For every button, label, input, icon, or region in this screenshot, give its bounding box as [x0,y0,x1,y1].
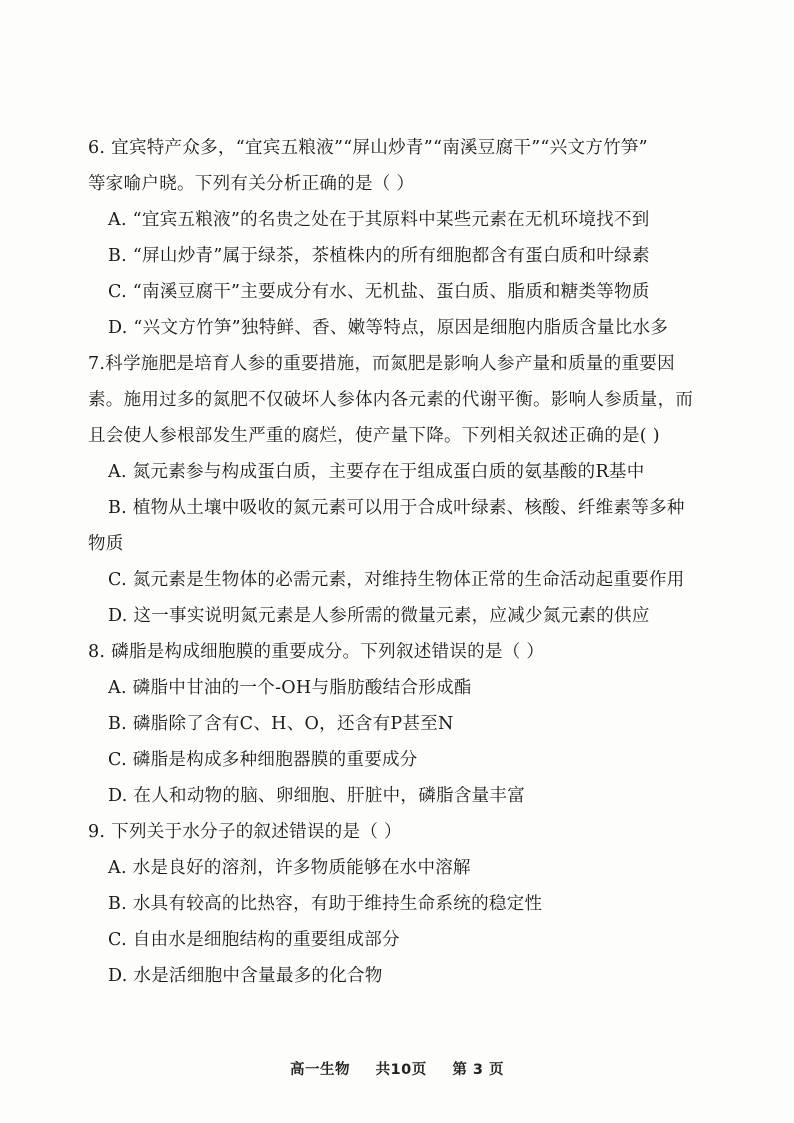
page-footer [0,1058,794,1079]
option-d: D. 在人和动物的脑、卵细胞、肝脏中，磷脂含量丰富 [108,786,526,806]
option-d: D. 水是活细胞中含量最多的化合物 [108,966,383,986]
question-stem-line: 7.科学施肥是培育人参的重要措施，而氮肥是影响人参产量和质量的重要因 [88,354,675,374]
option-d: D. 这一事实说明氮元素是人参所需的微量元素，应减少氮元素的供应 [108,606,650,626]
question-9 [88,814,708,994]
option-c: C. 自由水是细胞结构的重要组成部分 [108,930,400,950]
question-6 [88,130,708,346]
question-stem-line: 8. 磷脂是构成细胞膜的重要成分。下列叙述错误的是（ ） [88,642,545,662]
option-a: A. 水是良好的溶剂，许多物质能够在水中溶解 [108,858,471,878]
question-stem-line: 9. 下列关于水分子的叙述错误的是（ ） [88,822,402,842]
question-area [88,130,708,994]
footer-current-page: 第 3 页 [452,1062,504,1078]
option-a: A. 氮元素参与构成蛋白质，主要存在于组成蛋白质的氨基酸的R基中 [108,462,645,482]
question-stem-line: 素。施用过多的氮肥不仅破坏人参体内各元素的代谢平衡。影响人参质量，而 [88,390,694,410]
question-stem-line: 6. 宜宾特产众多，“宜宾五粮液”“屏山炒青”“南溪豆腐干”“兴文方竹笋” [88,138,648,158]
option-b: B. 水具有较高的比热容，有助于维持生命系统的稳定性 [108,894,543,914]
option-a: A. 磷脂中甘油的一个-OH与脂肪酸结合形成酯 [108,678,472,698]
question-stem-line: 等家喻户晓。下列有关分析正确的是（ ） [88,174,415,194]
option-b-continuation: 物质 [88,534,124,554]
footer-total-pages: 共10页 [375,1062,427,1078]
question-7 [88,346,708,634]
question-stem-line: 且会使人参根部发生严重的腐烂，使产量下降。下列相关叙述正确的是( ) [88,426,660,446]
question-8 [88,634,708,814]
option-b: B. “屏山炒青”属于绿茶，茶植株内的所有细胞都含有蛋白质和叶绿素 [108,246,650,266]
option-c: C. 磷脂是构成多种细胞器膜的重要成分 [108,750,418,770]
option-d: D. “兴文方竹笋”独特鲜、香、嫩等特点，原因是细胞内脂质含量比水多 [108,318,669,338]
option-b: B. 磷脂除了含有C、H、O，还含有P甚至N [108,714,454,734]
option-a: A. “宜宾五粮液”的名贵之处在于其原料中某些元素在无机环境找不到 [108,210,650,230]
option-b: B. 植物从土壤中吸收的氮元素可以用于合成叶绿素、核酸、纤维素等多种 [108,498,685,518]
option-c: C. 氮元素是生物体的必需元素，对维持生物体正常的生命活动起重要作用 [108,570,685,590]
footer-subject: 高一生物 [290,1062,350,1078]
option-c: C. “南溪豆腐干”主要成分有水、无机盐、蛋白质、脂质和糖类等物质 [108,282,650,302]
